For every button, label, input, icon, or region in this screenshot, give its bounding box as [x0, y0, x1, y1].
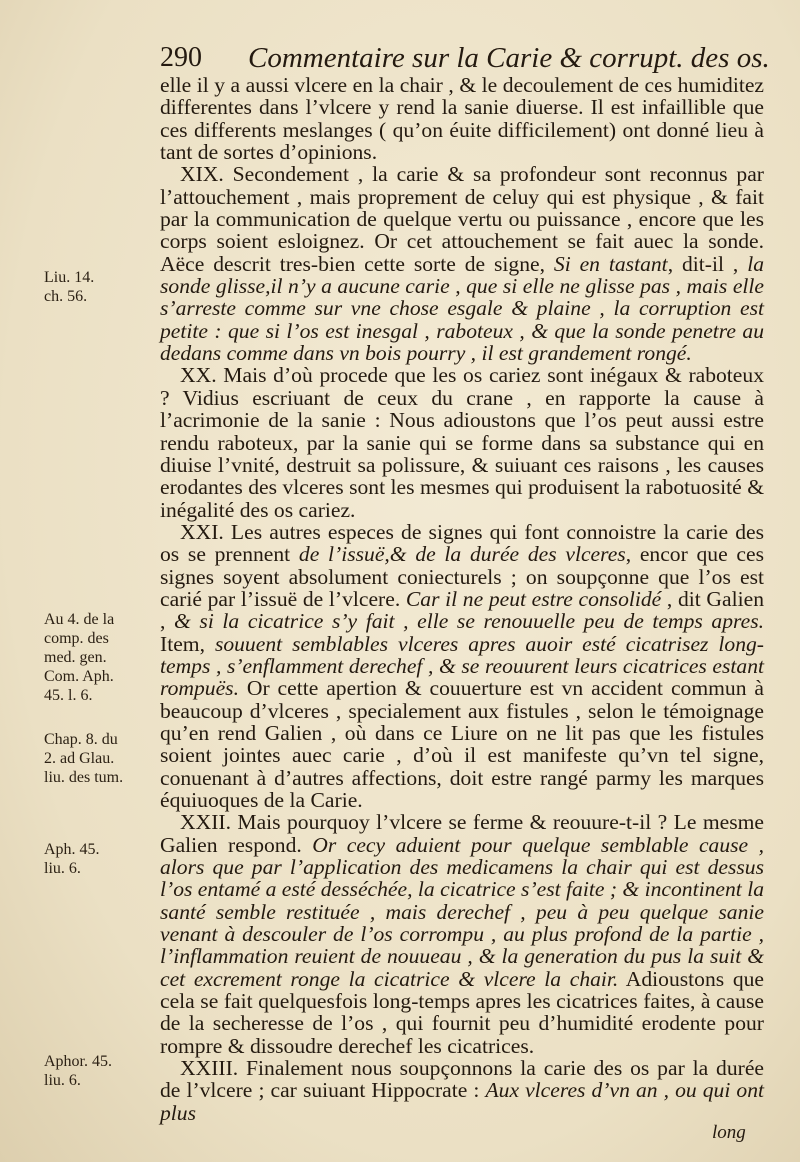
paragraph-p5: XXII. Mais pourquoy l’vlcere se ferme & reouure-t-il ? Le mesme Galien respond. Or cecy aduient pour quelque semblable cause , alors que par l’application des medicamens la chair qui est dessus l’os entamé a esté desséchée, la cicatrice s’est faite ; & incontinent la santé semble restituée , mais derechef , peu à peu quelque sanie venant à descouler de l’os corrompu , au plus profond de la partie , l’inflammation reuient de nouueau , & la generation du pus la suit & cet excrement ronge la cicatrice & vlcere la chair. Adioustons que cela se fait quelquesfois long-temps apres les cicatrices faites, à cause de la secheresse de l’os , qui fournit peu d’humidité erodente pour rompre & dissoudre derechef les cicatrices.: [160, 810, 765, 1058]
margin-note-line: Liu. 14.: [44, 269, 95, 286]
paragraph-p1: elle il y a aussi vlcere en la chair , & le decoulement de ces humiditez differentes dans l’vlcere y rend la sanie diuerse. Il est infaillible que ces differents meslanges ( qu’on éuite difficilement) ont donné lieu à tant de sortes d’opinions.: [160, 73, 764, 165]
margin-note-line: liu. 6.: [44, 860, 81, 877]
margin-note: [44, 268, 148, 306]
margin-note-line: Aphor. 45.: [44, 1053, 112, 1070]
margin-note-line: liu. 6.: [44, 1072, 81, 1089]
margin-note: [44, 610, 148, 705]
margin-note-line: Chap. 8. du: [44, 731, 118, 748]
margin-note-line: Au 4. de la: [44, 611, 115, 628]
margin-note: [44, 840, 148, 878]
margin-note-line: liu. des tum.: [44, 769, 124, 786]
catchword: long: [712, 1122, 746, 1143]
paragraph-p4: XXI. Les autres especes de signes qui font connoistre la carie des os se prennent de l’issuë,& de la durée des vlceres, encor que ces signes soyent absolument coniecturels ; on soupçonne que l’os est carié par l’issuë de l’vlcere. Car il ne peut estre consolidé , dit Galien , & si la cicatrice s’y fait , elle se renouuelle peu de temps apres. Item, souuent semblables vlceres apres auoir esté cicatrisez long-temps , s’enflamment derechef , & se reouurent leurs cicatrices estant rompuës. Or cette apertion & couuerture est vn accident commun à beaucoup d’vlceres , specialement aux fistules , selon le témoignage qu’en rend Galien , où dans ce Liure on ne lit pas que les fistules soient jointes auec carie , d’où il est manifeste qu’vn tel signe, conuenant à d’autres affections, doit estre rangé parmy les marques équiuoques de la Carie.: [160, 519, 765, 812]
paragraph-p6: XXIII. Finalement nous soupçonnons la carie des os par la durée de l’vlcere ; car suiuant Hippocrate : Aux vlceres d’vn an , ou qui ont plus: [160, 1056, 764, 1125]
margin-note: [44, 730, 148, 787]
main-text: [160, 74, 764, 1124]
margin-note-line: comp. des: [44, 630, 109, 647]
running-title: Commentaire sur la Carie & corrupt. des os.: [248, 42, 770, 74]
paragraph-p3: XX. Mais d’où procede que les os cariez sont inégaux & raboteux ? Vidius escriuant de ceux du crane , en rapporte la cause à l’acrimonie de la sanie : Nous adioustons que l’os peut aussi estre rendu raboteux, par la sanie qui se forme dans sa substance qui en diuise l’vnité, destruit sa polissure, & suiuant ces raisons , les causes erodantes des vlceres sont les mesmes qui produisent la rabotuosité & inégalité des os cariez.: [160, 363, 764, 522]
margin-note-line: Aph. 45.: [44, 841, 100, 858]
margin-note-line: Com. Aph.: [44, 668, 114, 685]
margin-note-line: med. gen.: [44, 649, 107, 666]
paragraph-p2: XIX. Secondement , la carie & sa profondeur sont reconnus par l’attouchement , mais proprement de celuy qui est physique , & fait par la communication de quelque vertu ou puissance , encore que les corps soient esloignez. Or cet attouchement se fait auec la sonde. Aëce descrit tres-bien cette sorte de signe, Si en tastant, dit-il , la sonde glisse,il n’y a aucune carie , que si elle ne glisse pas , mais elle s’arreste comme sur vne chose esgale & plaine , la corruption est petite : que si l’os est inesgal , raboteux , & que la sonde penetre au dedans comme dans vn bois pourry , il est grandement rongé.: [160, 162, 764, 366]
margin-note: [44, 1052, 148, 1090]
page-number: 290: [160, 42, 202, 73]
margin-note-line: 45. l. 6.: [44, 687, 93, 704]
page-header: [160, 40, 770, 76]
margin-note-line: 2. ad Glau.: [44, 750, 115, 767]
margin-note-line: ch. 56.: [44, 288, 88, 305]
